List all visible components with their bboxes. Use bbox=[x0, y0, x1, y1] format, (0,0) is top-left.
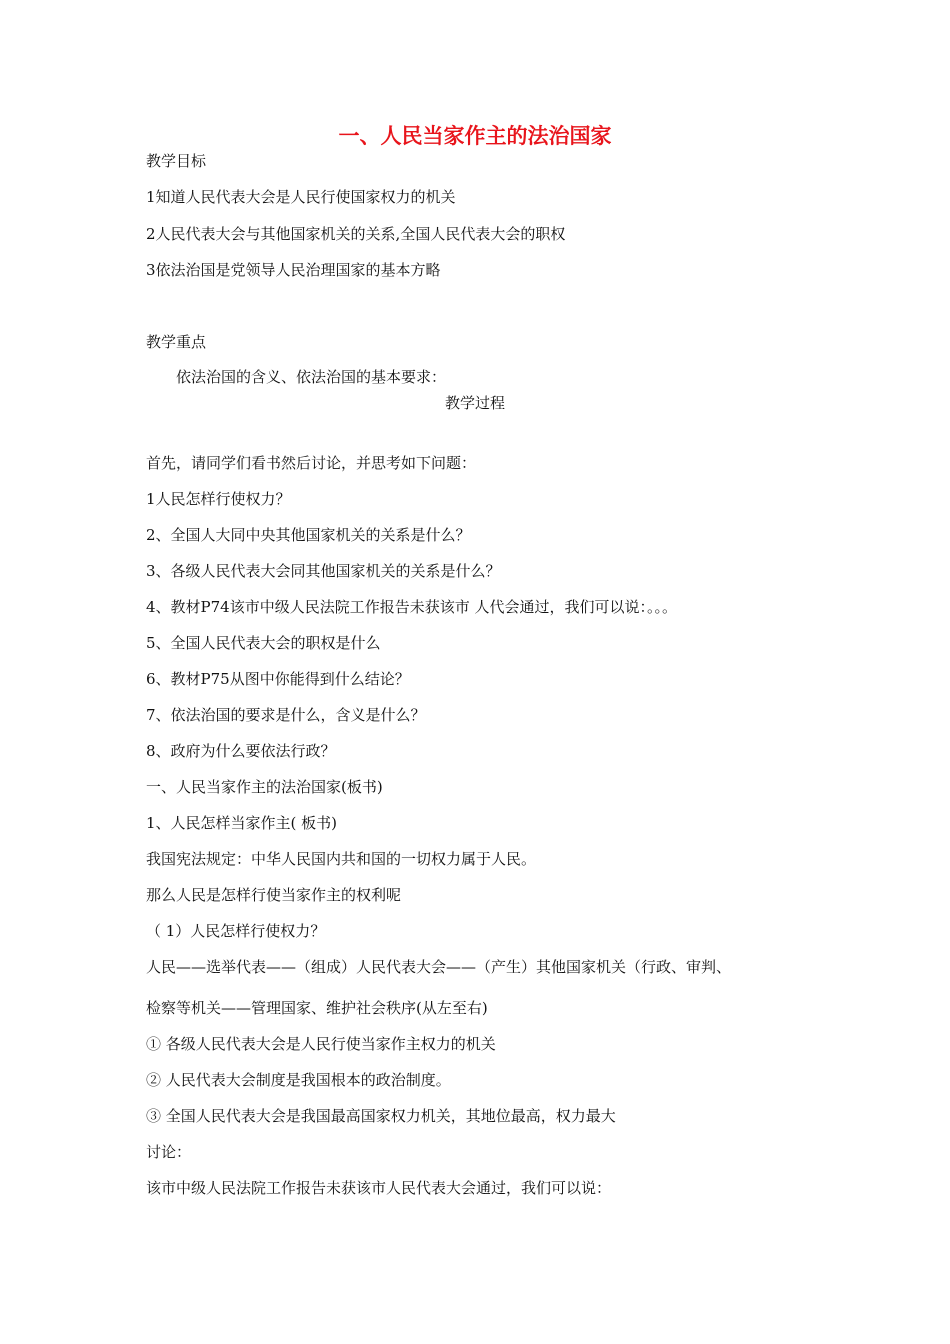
subheading-exercise-power: （ 1）人民怎样行使权力？ bbox=[146, 922, 326, 940]
point-2: ② 人民代表大会制度是我国根本的政治制度。 bbox=[146, 1071, 451, 1089]
section-heading-teaching-goals: 教学目标 bbox=[146, 152, 207, 170]
document-title: 一、人民当家作主的法治国家 bbox=[338, 124, 612, 148]
question-5: 5、全国人民代表大会的职权是什么 bbox=[146, 634, 381, 652]
key-point-text: 依法治国的含义、依法治国的基本要求： bbox=[176, 368, 447, 386]
flow-paragraph-line-1: 人民——选举代表——（组成）人民代表大会——（产生）其他国家机关（行政、审判、 bbox=[146, 958, 732, 976]
question-6: 6、教材P75从图中你能得到什么结论？ bbox=[146, 670, 410, 688]
intro-paragraph: 首先，请同学们看书然后讨论，并思考如下问题： bbox=[146, 454, 477, 472]
question-1: 1人民怎样行使权力？ bbox=[146, 490, 291, 508]
discussion-text: 该市中级人民法院工作报告未获该市人民代表大会通过，我们可以说： bbox=[146, 1179, 612, 1197]
goal-item-2: 2人民代表大会与其他国家机关的关系,全国人民代表大会的职权 bbox=[146, 225, 566, 243]
question-8: 8、政府为什么要依法行政？ bbox=[146, 742, 336, 760]
point-1: ① 各级人民代表大会是人民行使当家作主权力的机关 bbox=[146, 1035, 496, 1053]
flow-paragraph-line-2: 检察等机关——管理国家、维护社会秩序(从左至右) bbox=[146, 999, 488, 1017]
goal-item-3: 3依法治国是党领导人民治理国家的基本方略 bbox=[146, 261, 441, 279]
section-heading-key-points: 教学重点 bbox=[146, 333, 207, 351]
point-3: ③ 全国人民代表大会是我国最高国家权力机关，其地位最高，权力最大 bbox=[146, 1107, 616, 1125]
constitution-paragraph: 我国宪法规定：中华人民国内共和国的一切权力属于人民。 bbox=[146, 850, 537, 868]
question-3: 3、各级人民代表大会同其他国家机关的关系是什么？ bbox=[146, 562, 501, 580]
question-7: 7、依法治国的要求是什么，含义是什么？ bbox=[146, 706, 426, 724]
question-4: 4、教材P74该市中级人民法院工作报告未获该市 人代会通过，我们可以说：。。。 bbox=[146, 598, 677, 616]
question-2: 2、全国人大同中央其他国家机关的关系是什么？ bbox=[146, 526, 471, 544]
board-heading-1: 一、人民当家作主的法治国家(板书) bbox=[146, 778, 383, 796]
board-heading-2: 1、人民怎样当家作主( 板书) bbox=[146, 814, 338, 832]
discussion-heading: 讨论： bbox=[146, 1143, 192, 1161]
question-paragraph: 那么人民是怎样行使当家作主的权利呢 bbox=[146, 886, 402, 904]
goal-item-1: 1知道人民代表大会是人民行使国家权力的机关 bbox=[146, 188, 456, 206]
section-heading-teaching-process: 教学过程 bbox=[444, 394, 505, 412]
